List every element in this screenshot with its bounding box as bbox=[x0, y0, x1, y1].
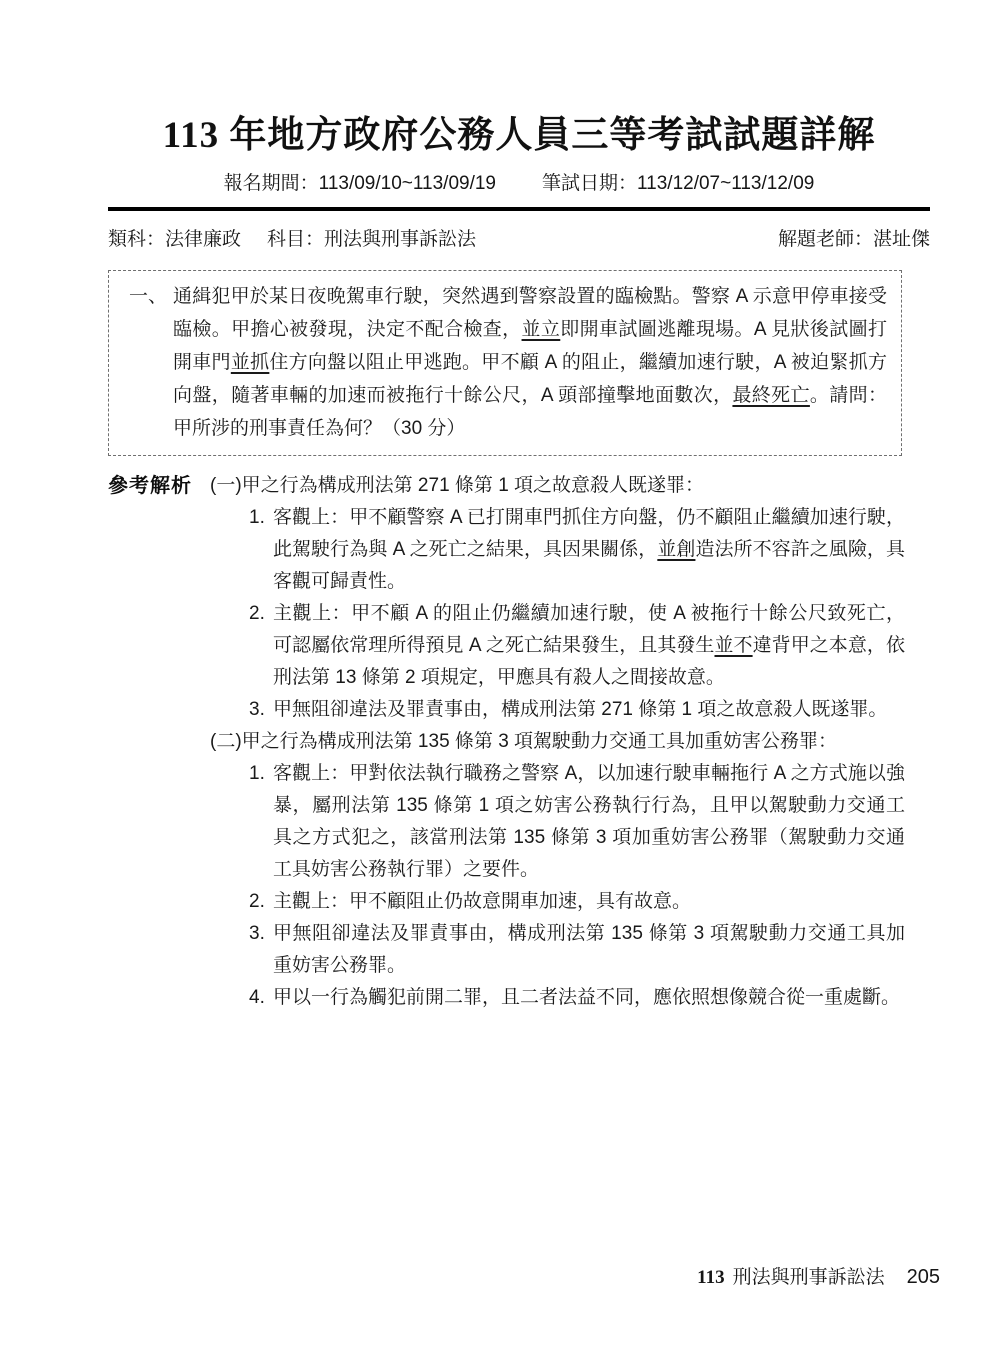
text-segment: 客觀上：甲不顧警察 A 已打開車門抓住方向盤，仍不顧阻止繼續加速行駛，此駕駛行為與 A 之死亡之結果，具因果關係， bbox=[273, 507, 905, 560]
analysis-section-heading bbox=[210, 470, 905, 502]
analysis-item bbox=[249, 758, 905, 886]
question-text bbox=[173, 280, 887, 445]
text-segment: 甲無阻卻違法及罪責事由，構成刑法第 135 條第 3 項駕駛動力交通工具加重妨害公務罪。 bbox=[273, 923, 905, 976]
question-box bbox=[108, 270, 902, 456]
underlined-text-segment: 並抓 bbox=[230, 352, 270, 373]
page-content bbox=[0, 104, 1000, 1014]
item-number: 2. bbox=[249, 891, 265, 912]
section-items bbox=[249, 502, 905, 726]
item-number: 3. bbox=[249, 699, 265, 720]
registration-period: 報名期間：113/09/10~113/09/19 bbox=[223, 173, 496, 194]
exam-subject: 科目：刑法與刑事訴訟法 bbox=[267, 229, 477, 250]
analysis-item bbox=[249, 886, 905, 918]
analysis-item bbox=[249, 918, 905, 982]
item-number: 3. bbox=[249, 923, 265, 944]
analysis-section bbox=[108, 470, 930, 1014]
text-segment: 即開車試圖逃離現場。A 見狀後試圖打開車門 bbox=[173, 319, 887, 373]
analysis-item bbox=[249, 982, 905, 1014]
text-segment: 。請問：甲所涉的刑事責任為何？（30 分） bbox=[173, 385, 887, 439]
page-title: 113 年地方政府公務人員三等考試試題詳解 bbox=[162, 115, 876, 156]
text-segment: 通緝犯甲於某日夜晚駕車行駛，突然遇到警察設置的臨檢點。警察 A 示意甲停車接受臨檢。甲擔心被發現，決定不配合檢查， bbox=[173, 286, 887, 340]
question-number: 一、 bbox=[129, 286, 168, 307]
solution-teacher: 解題老師：湛址傑 bbox=[777, 229, 930, 250]
analysis-item bbox=[249, 598, 905, 694]
written-exam-date: 筆試日期：113/12/07~113/12/09 bbox=[542, 173, 815, 194]
underlined-text-segment: 並不 bbox=[714, 635, 753, 656]
meta-row bbox=[108, 224, 930, 251]
text-segment: 住方向盤以阻止甲逃跑。甲不顧 A 的阻止，繼續加速行駛，A 被迫緊抓方向盤，隨著車輛的加速而被拖行十餘公尺，A 頭部撞擊地面數次， bbox=[173, 352, 887, 406]
text-segment: 客觀上：甲對依法執行職務之警察 A，以加速行駛車輛拖行 A 之方式施以強暴，屬刑法第 135 條第 1 項之妨害公務執行行為，且甲以駕駛動力交通工具之方式犯之，該當刑法第 135 條第 3 項加重妨害公務罪（駕駛動力交通工具妨害公務執行罪）之要件。 bbox=[273, 763, 905, 880]
section-heading-text: 甲之行為構成刑法第 135 條第 3 項駕駛動力交通工具加重妨害公務罪： bbox=[241, 731, 838, 752]
exam-category: 類科：法律廉政 bbox=[108, 229, 242, 250]
footer-subject: 刑法與刑事訴訟法 bbox=[732, 1267, 885, 1288]
footer-year: 113 bbox=[697, 1267, 725, 1288]
analysis-content bbox=[210, 470, 930, 1014]
page-footer bbox=[697, 1262, 940, 1289]
underlined-text-segment: 最終死亡 bbox=[732, 385, 810, 406]
analysis-item bbox=[249, 694, 905, 726]
item-text bbox=[273, 694, 905, 726]
meta-left bbox=[108, 224, 476, 251]
text-segment: 甲以一行為觸犯前開二罪，且二者法益不同，應依照想像競合從一重處斷。 bbox=[273, 987, 901, 1008]
exam-dates-line bbox=[108, 168, 930, 195]
item-text bbox=[273, 886, 905, 918]
item-text bbox=[273, 918, 905, 982]
section-marker: (二) bbox=[210, 731, 242, 752]
text-segment: 主觀上：甲不顧 A 的阻止仍繼續加速行駛，使 A 被拖行十餘公尺致死亡，可認屬依常理所得預見 A 之死亡結果發生，且其發生 bbox=[273, 603, 905, 656]
text-segment: 甲無阻卻違法及罪責事由，構成刑法第 271 條第 1 項之故意殺人既遂罪。 bbox=[273, 699, 888, 720]
section-marker: (一) bbox=[210, 475, 242, 496]
item-text bbox=[273, 982, 905, 1014]
section-items bbox=[249, 758, 905, 1014]
analysis-item bbox=[249, 502, 905, 598]
text-segment: 主觀上：甲不顧阻止仍故意開車加速，具有故意。 bbox=[273, 891, 692, 912]
underlined-text-segment: 並立 bbox=[521, 319, 561, 340]
item-number: 1. bbox=[249, 507, 265, 528]
item-text bbox=[273, 502, 905, 598]
text-segment: 造法所不容許之風險，具客觀可歸責性。 bbox=[273, 539, 905, 592]
footer-page-number: 205 bbox=[906, 1266, 940, 1288]
text-segment: 違背甲之本意，依刑法第 13 條第 2 項規定，甲應具有殺人之間接故意。 bbox=[273, 635, 905, 688]
item-number: 4. bbox=[249, 987, 265, 1008]
header-divider bbox=[108, 207, 930, 211]
item-number: 1. bbox=[249, 763, 265, 784]
underlined-text-segment: 並創 bbox=[657, 539, 696, 560]
item-number: 2. bbox=[249, 603, 265, 624]
item-text bbox=[273, 598, 905, 694]
analysis-label: 參考解析 bbox=[108, 475, 192, 497]
section-heading-text: 甲之行為構成刑法第 271 條第 1 項之故意殺人既遂罪： bbox=[241, 475, 705, 496]
item-text bbox=[273, 758, 905, 886]
analysis-section-heading bbox=[210, 726, 905, 758]
